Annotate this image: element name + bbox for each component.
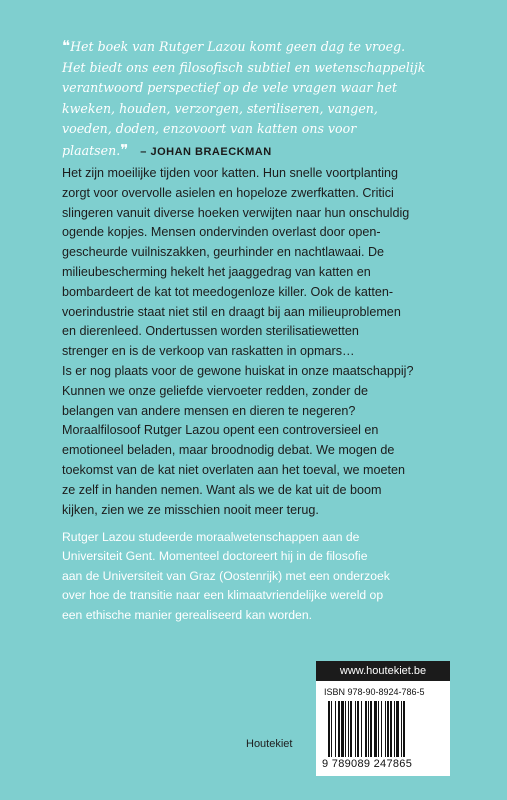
- publisher-name: Houtekiet: [246, 738, 293, 750]
- author-bio: Rutger Lazou studeerde moraalwetenschappen aan de Universiteit Gent. Momenteel doctoreert hij in de filosofie aan de Universiteit van Graz (Oostenrijk) met een onderzoek over hoe de transitie naar een klimaatvriendelijke wereld op een ethische manier gerealiseerd kan worden.: [62, 530, 390, 622]
- quote-line-6: plaatsen.: [62, 142, 121, 158]
- quote-line-5: voeden, doden, enzovoort van katten ons voor: [62, 121, 357, 136]
- barcode-number: 9 789089 247865: [322, 758, 413, 770]
- quote-line-3: verantwoord perspectief op de vele vragen waar het: [62, 80, 398, 95]
- open-quote-mark: ❝: [62, 37, 71, 55]
- publisher-website: www.houtekiet.be: [316, 661, 450, 681]
- blurb-paragraph-2: Is er nog plaats voor de gewone huiskat in onze maatschappij? Kunnen we onze geliefde viervoeter redden, zonder de belangen van andere mensen en dieren te negeren? Moraalfilosoof Rutger Lazou opent een controversieel en emotioneel beladen, maar broodnodig debat. We mogen de toekomst van de kat niet overlaten aan het toeval, we moeten ze zelf in handen nemen. Want als we de kat uit de boom kijken, zien we ze misschien nooit meer terug.: [62, 364, 414, 517]
- close-quote-mark: ❞: [120, 140, 129, 159]
- blurb-paragraph-1: Het zijn moeilijke tijden voor katten. Hun snelle voortplanting zorgt voor overvolle asielen en hopeloze zwerfkatten. Critici slingeren vanuit diverse hoeken verwijten naar hun onschuldig ogende kopjes. Mensen ondervinden overlast door open- gescheurde vuilniszakken, geurhinder en nachtlawaai. De milieubescherming hekelt het jaaggedrag van katten en bombardeert de kat tot meedogenloze killer. Ook de katten- voerindustrie staat niet stil en draagt bij aan milieuproblemen en dierenleed. Ondertussen worden sterilisatiewetten strenger en is de verkoop van raskatten in opmars…: [62, 166, 410, 359]
- barcode-icon: [316, 701, 450, 759]
- review-quote: [62, 36, 462, 162]
- quote-line-1: Het boek van Rutger Lazou komt geen dag te vroeg.: [70, 39, 406, 54]
- isbn-label: ISBN 978-90-8924-786-5: [324, 687, 425, 697]
- isbn-barcode-block: [316, 681, 450, 776]
- quote-line-2: Het biedt ons een filosofisch subtiel en wetenschappelijk: [62, 59, 426, 75]
- quote-line-4: kweken, houden, verzorgen, steriliseren, vangen,: [62, 100, 378, 116]
- quote-author: – JOHAN BRAECKMAN: [140, 145, 272, 158]
